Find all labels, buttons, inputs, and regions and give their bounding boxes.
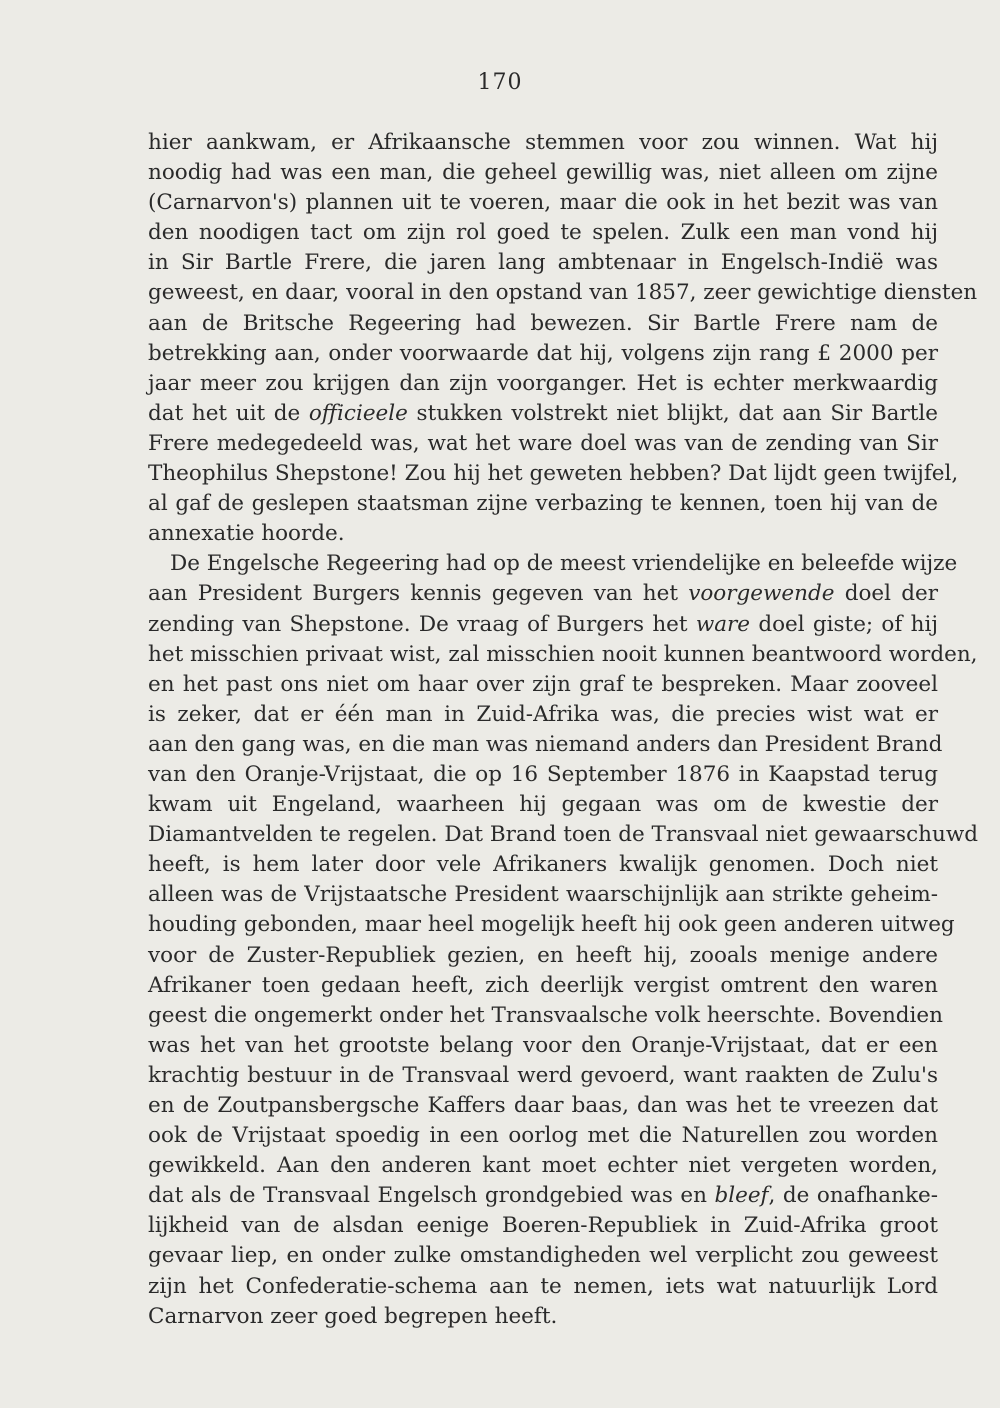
line-text: alleen was de Vrijstaatsche President waarschijnlijk aan strikte geheim- xyxy=(148,882,938,908)
line-text: annexatie hoorde. xyxy=(148,521,345,547)
line-text: De Engelsche Regeering had op de meest vriendelijke en beleefde wijze xyxy=(170,551,958,577)
text-line xyxy=(148,489,938,519)
text-line xyxy=(148,730,943,760)
line-text: aan den gang was, en die man was niemand anders dan President Brand xyxy=(148,731,943,757)
line-text: zijn het Confederatie-schema aan te nemen, iets wat natuurlijk Lord xyxy=(148,1273,938,1299)
text-line xyxy=(148,579,938,609)
text-line xyxy=(148,1272,938,1302)
line-text: dat het uit de xyxy=(148,400,309,426)
text-line xyxy=(148,971,938,1001)
text-line xyxy=(148,309,938,339)
text-line xyxy=(148,128,938,158)
text-line xyxy=(148,880,938,910)
text-line xyxy=(148,941,938,971)
line-text: doel der xyxy=(834,581,938,607)
text-line xyxy=(148,1211,938,1241)
line-text: lijkheid van de alsdan eenige Boeren-Republiek in Zuid-Afrika groot xyxy=(148,1213,938,1239)
text-line xyxy=(148,369,938,399)
line-text: hier aankwam, er Afrikaansche stemmen voor zou winnen. Wat hij xyxy=(148,130,938,155)
line-text: is zeker, dat er één man in Zuid-Afrika was, die precies wist wat er xyxy=(148,701,938,727)
line-text: het misschien privaat wist, zal misschien nooit kunnen beantwoord worden, xyxy=(148,641,978,667)
text-line xyxy=(148,910,955,940)
line-text: in Sir Bartle Frere, die jaren lang ambtenaar in Engelsch-Indië was xyxy=(148,250,938,276)
text-line xyxy=(148,1061,938,1091)
line-text: en de Zoutpansbergsche Kaffers daar baas, dan was het te vreezen dat xyxy=(148,1093,938,1118)
line-text: betrekking aan, onder voorwaarde dat hij, volgens zijn rang £ 2000 per xyxy=(148,340,938,366)
text-line xyxy=(148,248,938,278)
page-number: 170 xyxy=(477,70,523,95)
text-line xyxy=(148,820,978,850)
text-line xyxy=(148,640,978,670)
text-line xyxy=(148,188,938,218)
line-text: Frere medegedeeld was, wat het ware doel was van de zending van Sir xyxy=(148,430,938,456)
italic-text: bleef xyxy=(714,1183,769,1209)
line-text: heeft, is hem later door vele Afrikaners kwalijk genomen. Doch niet xyxy=(148,852,938,878)
text-line xyxy=(148,1181,938,1211)
line-text: was het van het grootste belang voor den Oranje-Vrijstaat, dat er een xyxy=(148,1032,938,1058)
text-line xyxy=(148,1121,938,1151)
line-text: geest die ongemerkt onder het Transvaalsche volk heerschte. Bovendien xyxy=(148,1002,943,1028)
text-line xyxy=(148,218,938,248)
text-line xyxy=(148,610,938,640)
text-line xyxy=(148,1241,938,1271)
line-text: den noodigen tact om zijn rol goed te spelen. Zulk een man vond hij xyxy=(148,220,938,246)
line-text: aan de Britsche Regeering had bewezen. Sir Bartle Frere nam de xyxy=(148,310,938,336)
text-line xyxy=(148,790,938,820)
line-text: gevaar liep, en onder zulke omstandigheden wel verplicht zou geweest xyxy=(148,1243,938,1269)
body-text xyxy=(148,128,978,1332)
line-text: en het past ons niet om haar over zijn graf te bespreken. Maar zooveel xyxy=(148,671,938,697)
line-text: aan President Burgers kennis gegeven van het xyxy=(148,581,689,607)
line-text: stukken volstrekt niet blijkt, dat aan Sir Bartle xyxy=(407,400,938,426)
text-line xyxy=(148,429,938,459)
line-text: van den Oranje-Vrijstaat, die op 16 September 1876 in Kaapstad terug xyxy=(148,761,938,787)
line-text: (Carnarvon's) plannen uit te voeren, maar die ook in het bezit was van xyxy=(148,190,938,216)
line-text: Theophilus Shepstone! Zou hij het geweten hebben? Dat lijdt geen twijfel, xyxy=(148,461,959,487)
line-text: houding gebonden, maar heel mogelijk heeft hij ook geen anderen uitweg xyxy=(148,912,955,938)
line-text: Carnarvon zeer goed begrepen heeft. xyxy=(148,1303,558,1329)
italic-text: officieele xyxy=(308,400,408,426)
line-text: dat als de Transvaal Engelsch grondgebied was en xyxy=(148,1183,715,1209)
text-line xyxy=(148,1001,943,1031)
line-text: Diamantvelden te regelen. Dat Brand toen de Transvaal niet gewaarschuwd xyxy=(148,822,978,848)
line-text: jaar meer zou krijgen dan zijn voorganger. Het is echter merkwaardig xyxy=(148,370,938,396)
text-line xyxy=(148,339,938,369)
text-line xyxy=(148,1031,938,1061)
line-text: voor de Zuster-Republiek gezien, en heeft hij, zooals menige andere xyxy=(148,942,938,968)
line-text: noodig had was een man, die geheel gewillig was, niet alleen om zijne xyxy=(148,160,938,186)
line-text: Afrikaner toen gedaan heeft, zich deerlijk vergist omtrent den waren xyxy=(148,972,938,998)
line-text: doel giste; of hij xyxy=(750,611,938,637)
text-line xyxy=(148,459,959,489)
text-line xyxy=(148,700,938,730)
italic-text: ware xyxy=(695,611,751,637)
text-line xyxy=(148,549,958,579)
text-line xyxy=(148,670,938,700)
text-line xyxy=(148,399,938,429)
line-text: al gaf de geslepen staatsman zijne verbazing te kennen, toen hij van de xyxy=(148,491,938,517)
text-line xyxy=(148,519,938,549)
text-line xyxy=(148,158,938,188)
line-text: , de onafhanke- xyxy=(768,1183,938,1209)
text-line xyxy=(148,760,938,790)
line-text: krachtig bestuur in de Transvaal werd gevoerd, want raakten de Zulu's xyxy=(148,1062,938,1088)
text-line xyxy=(148,278,978,308)
italic-text: voorgewende xyxy=(688,581,835,607)
text-line xyxy=(148,850,938,880)
text-line xyxy=(148,1091,938,1121)
text-line xyxy=(148,1302,938,1332)
line-text: kwam uit Engeland, waarheen hij gegaan was om de kwestie der xyxy=(148,792,938,818)
line-text: geweest, en daar, vooral in den opstand van 1857, zeer gewichtige diensten xyxy=(148,280,978,306)
text-line xyxy=(148,1151,938,1181)
line-text: gewikkeld. Aan den anderen kant moet echter niet vergeten worden, xyxy=(148,1153,938,1179)
line-text: ook de Vrijstaat spoedig in een oorlog met die Naturellen zou worden xyxy=(148,1123,938,1149)
line-text: zending van Shepstone. De vraag of Burgers het xyxy=(148,611,696,637)
